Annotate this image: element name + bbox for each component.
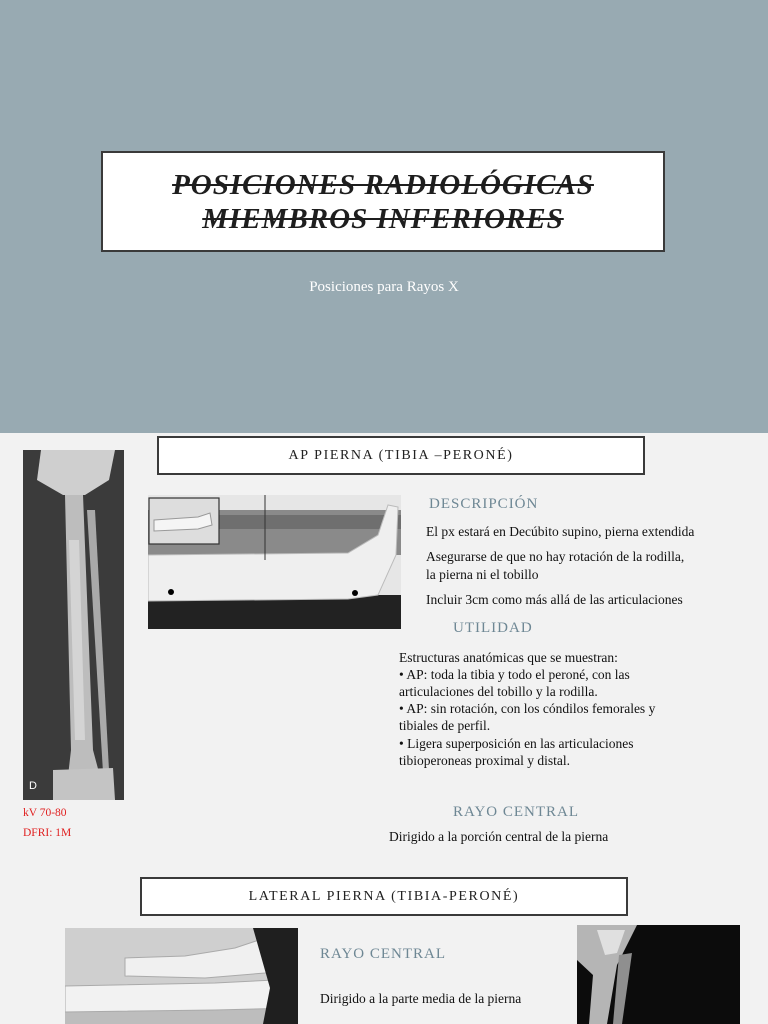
lateral-tibia-xray-image bbox=[577, 925, 740, 1024]
section-title-ap-pierna: AP PIERNA (TIBIA –PERONÉ) bbox=[157, 436, 645, 475]
slide-subtitle: Posiciones para Rayos X bbox=[309, 279, 459, 295]
slide-title-line-1: POSICIONES RADIOLÓGICAS bbox=[172, 168, 594, 201]
descripcion-line-2: Asegurarse de que no hay rotación de la rodilla, bbox=[426, 549, 685, 564]
lateral-xray-drawing bbox=[577, 925, 740, 1024]
title-slide bbox=[0, 0, 768, 433]
descripcion-line-4: Incluir 3cm como más allá de las articulaciones bbox=[426, 592, 683, 607]
xray-drawing bbox=[23, 450, 124, 800]
descripcion-line-3: la pierna ni el tobillo bbox=[426, 567, 539, 582]
descripcion-line-1: El px estará en Decúbito supino, pierna extendida bbox=[426, 524, 695, 539]
descripcion-heading: DESCRIPCIÓN bbox=[429, 496, 539, 512]
utilidad-heading: UTILIDAD bbox=[453, 620, 533, 636]
utilidad-line-3: articulaciones del tobillo y la rodilla. bbox=[399, 684, 598, 699]
ap-tibia-xray-image bbox=[23, 450, 124, 800]
lateral-rayo-central-text: Dirigido a la parte media de la pierna bbox=[320, 991, 522, 1006]
section-title-lateral-pierna: LATERAL PIERNA (TIBIA-PERONÉ) bbox=[140, 877, 628, 916]
utilidad-line-7: tibioperoneas proximal y distal. bbox=[399, 753, 570, 768]
lateral-leg-position-photo bbox=[65, 928, 298, 1024]
lateral-rayo-central-heading: RAYO CENTRAL bbox=[320, 946, 447, 962]
utilidad-line-6: • Ligera superposición en las articulaciones bbox=[399, 736, 634, 751]
utilidad-line-5: tibiales de perfil. bbox=[399, 718, 491, 733]
rayo-central-text: Dirigido a la porción central de la pierna bbox=[389, 829, 609, 844]
xray-side-marker: D bbox=[29, 780, 37, 792]
leg-photo-drawing bbox=[148, 495, 401, 629]
rayo-central-heading: RAYO CENTRAL bbox=[453, 804, 580, 820]
slide-title-line-2: MIEMBROS INFERIORES bbox=[202, 202, 564, 235]
utilidad-line-4: • AP: sin rotación, con los cóndilos femorales y bbox=[399, 701, 656, 716]
utilidad-line-1: Estructuras anatómicas que se muestran: bbox=[399, 650, 618, 665]
lateral-photo-drawing bbox=[65, 928, 298, 1024]
ap-leg-position-photo bbox=[148, 495, 401, 629]
utilidad-line-2: • AP: toda la tibia y todo el peroné, con las bbox=[399, 667, 630, 682]
title-box bbox=[101, 151, 665, 252]
param-kv: kV 70-80 bbox=[23, 807, 67, 819]
param-dfri: DFRI: 1M bbox=[23, 827, 72, 839]
